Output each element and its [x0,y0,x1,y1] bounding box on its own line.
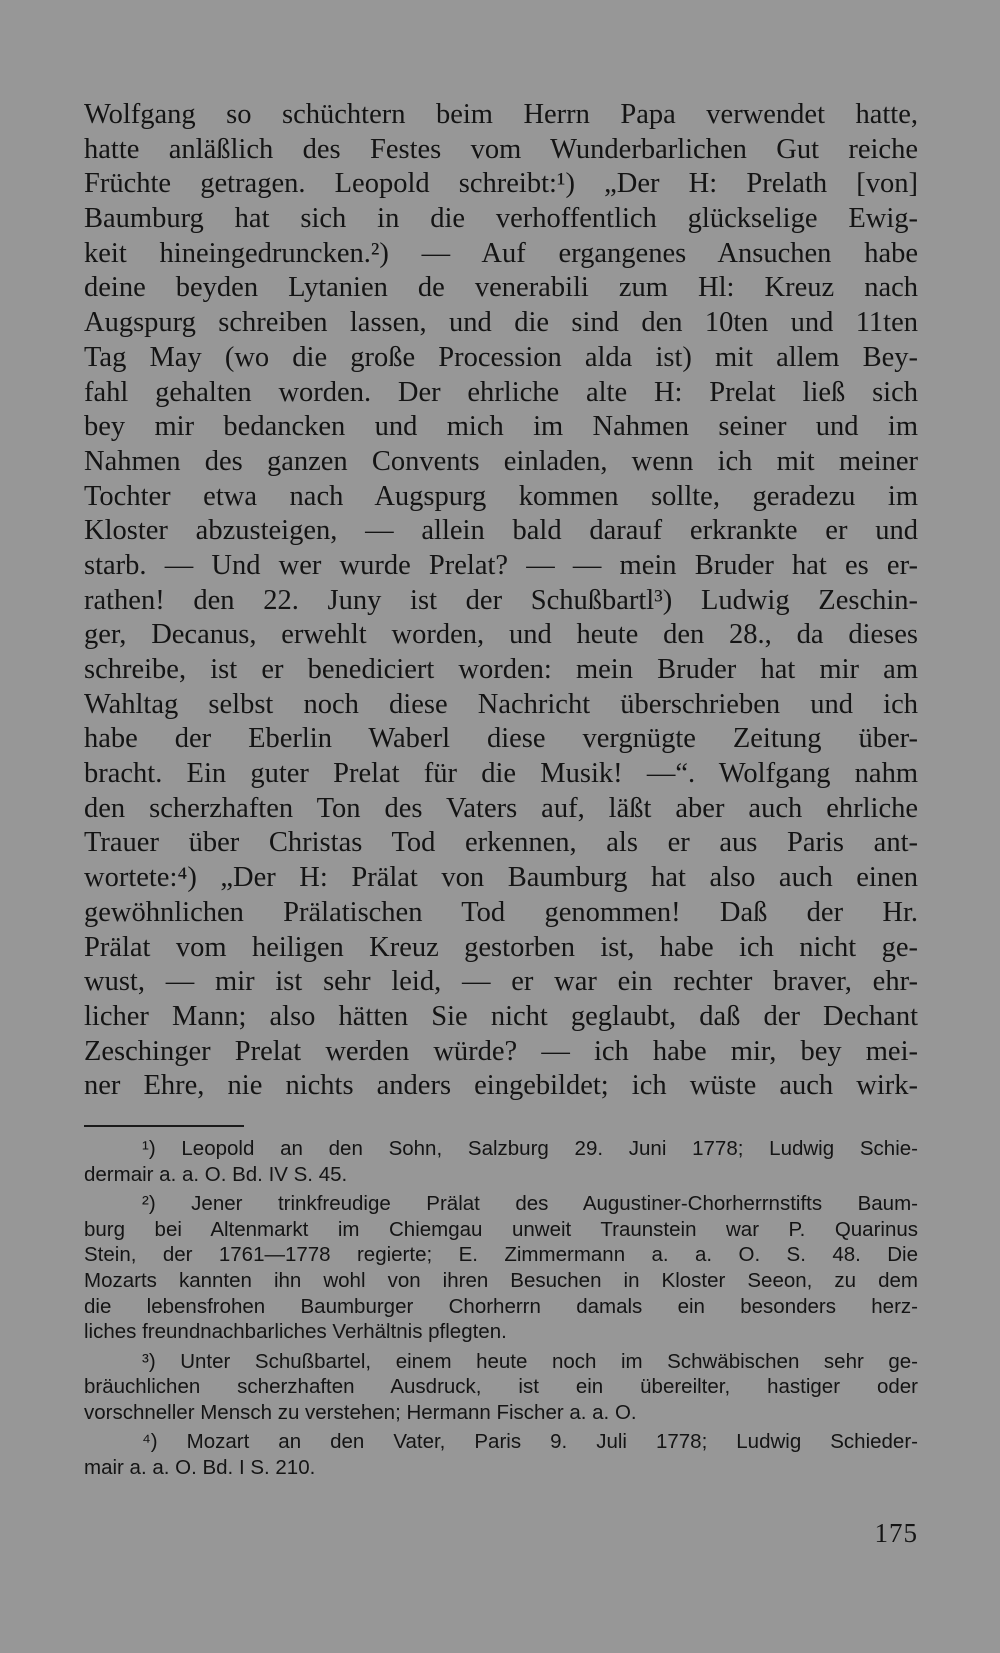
text-line: starb. — Und wer wurde Prelat? — — mein Bruder hat es er- [84,549,918,581]
text-line: Kloster abzusteigen, — allein bald darauf erkrankte er und [84,515,918,547]
footnote-line: dermair a. a. O. Bd. IV S. 45. [84,1162,348,1186]
text-line: Tochter etwa nach Augspurg kommen sollte, geradezu im [84,480,918,512]
footnote-line: Mozarts kannten ihn wohl von ihren Besuchen in Kloster Seeon, zu dem [84,1268,918,1292]
text-line: wortete:⁴) „Der H: Prälat von Baumburg hat also auch einen [84,862,918,894]
footnote-line: ²) Jener trinkfreudige Prälat des Augustiner-Chorherrnstifts Baum- [142,1191,918,1215]
text-line: bey mir bedancken und mich im Nahmen seiner und im [84,411,918,443]
text-line: gewöhnlichen Prälatischen Tod genommen! Daß der Hr. [84,896,918,928]
text-line: Baumburg hat sich in die verhoffentlich glückselige Ewig- [84,203,918,235]
text-line: Nahmen des ganzen Convents einladen, wenn ich mit meiner [84,445,918,477]
text-line: schreibe, ist er benediciert worden: mein Bruder hat mir am [84,654,918,685]
text-line: Augspurg schreiben lassen, und die sind den 10ten und 11ten [84,307,918,339]
text-line: deine beyden Lytanien de venerabili zum Hl: Kreuz nach [84,272,918,304]
text-line: den scherzhaften Ton des Vaters auf, läßt aber auch ehrliche [84,792,918,824]
text-line: Früchte getragen. Leopold schreibt:¹) „Der H: Prelath [von] [84,168,918,200]
text-line: licher Mann; also hätten Sie nicht geglaubt, daß der Dechant [84,1000,918,1032]
footnote-line: ⁴) Mozart an den Vater, Paris 9. Juli 1778; Ludwig Schieder- [142,1430,918,1454]
text-line: keit hineingedruncken.²) — Auf ergangenes Ansuchen habe [84,237,918,269]
text-line: fahl gehalten worden. Der ehrliche alte H: Prelat ließ sich [84,376,918,408]
footnotes [84,1136,918,1484]
footnote-2 [84,1191,918,1345]
footnote-line: bräuchlichen scherzhaften Ausdruck, ist ein übereilter, hastiger oder [84,1375,918,1399]
footnote-line: Stein, der 1761—1778 regierte; E. Zimmermann a. a. O. S. 48. Die [84,1243,918,1267]
text-line: habe der Eberlin Waberl diese vergnügte Zeitung über- [84,723,918,755]
footnote-divider [84,1125,244,1127]
footnote-4 [84,1429,918,1480]
footnote-line: ¹) Leopold an den Sohn, Salzburg 29. Juni 1778; Ludwig Schie- [142,1137,918,1160]
page-content [84,98,918,1104]
text-line: ger, Decanus, erwehlt worden, und heute den 28., da dieses [84,619,918,651]
footnote-line: vorschneller Mensch zu verstehen; Hermann Fischer a. a. O. [84,1400,637,1424]
text-line: Trauer über Christas Tod erkennen, als er aus Paris ant- [84,827,918,859]
text-line: wust, — mir ist sehr leid, — er war ein rechter braver, ehr- [84,966,918,998]
footnote-line: die lebensfrohen Baumburger Chorherrn damals ein besonders herz- [84,1294,918,1318]
text-line: bracht. Ein guter Prelat für die Musik! —“. Wolfgang nahm [84,758,918,790]
footnote-line: burg bei Altenmarkt im Chiemgau unweit Traunstein war P. Quarinus [84,1217,918,1241]
footnote-line: ³) Unter Schußbartel, einem heute noch im Schwäbischen sehr ge- [142,1349,918,1373]
page-number: 175 [874,1518,918,1548]
footnote-3 [84,1349,918,1426]
text-line: rathen! den 22. Juny ist der Schußbartl³) Ludwig Zeschin- [84,584,918,616]
body-text [84,98,918,1104]
footnote-line: mair a. a. O. Bd. I S. 210. [84,1455,316,1479]
text-line: Zeschinger Prelat werden würde? — ich habe mir, bey mei- [84,1035,918,1067]
text-line: hatte anläßlich des Festes vom Wunderbarlichen Gut reiche [84,133,918,165]
footnote-1 [84,1136,918,1187]
text-line: ner Ehre, nie nichts anders eingebildet; ich wüste auch wirk- [84,1070,918,1102]
footnote-line: liches freundnachbarliches Verhältnis pflegten. [84,1320,507,1344]
text-line: Wahltag selbst noch diese Nachricht überschrieben und ich [84,688,918,720]
text-line: Tag May (wo die große Procession alda ist) mit allem Bey- [84,341,918,373]
text-line: Wolfgang so schüchtern beim Herrn Papa verwendet hatte, [84,99,918,130]
text-line: Prälat vom heiligen Kreuz gestorben ist, habe ich nicht ge- [84,931,918,963]
